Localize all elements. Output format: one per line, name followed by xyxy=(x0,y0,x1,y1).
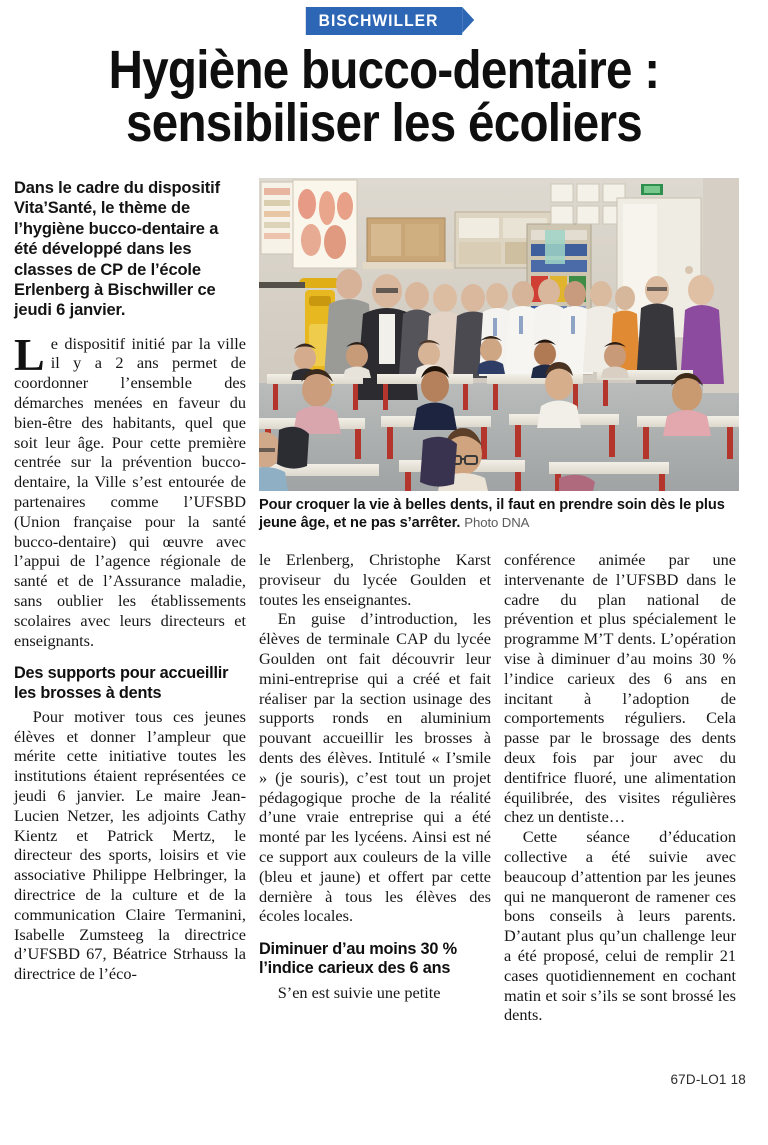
column1-body xyxy=(14,328,246,984)
photo-credit: Photo DNA xyxy=(464,514,530,530)
drop-cap: L xyxy=(14,328,45,380)
photo-caption-text: Pour croquer la vie à belles dents, il faut en prendre soin dès le plus jeune âge, et ne pas s’arrêter. xyxy=(259,497,725,531)
paragraph-minientreprise: En guise d’introduction, les élèves de terminale CAP du lycée Goulden ont fait découvrir leur mini-entreprise qui a créé et fait réaliser par la section usinage des supports ronds en aluminium pouvant accueillir les brosses à dents des élèves. Intitulé « I’smile » (je souris), c’est tout un projet pédagogique proche de la réalité d’une vraie entreprise qui a été monté par les lycéens. Ainsi est né ce support aux couleurs de la ville (bleu et jaune) et offert par cette dernière à tous les élèves des écoles locales. xyxy=(259,609,491,926)
edition-reference-code: 67D-LO1 18 xyxy=(670,1072,746,1087)
paragraph-lead xyxy=(14,328,246,651)
article-headline xyxy=(60,40,708,154)
kicker-banner-wrap xyxy=(0,0,768,35)
kicker-badge-bischwiller: BISCHWILLER xyxy=(306,7,463,35)
article-body-grid xyxy=(14,178,754,1085)
subheading-diminuer: Diminuer d’au moins 30 % l’indice carieux des 6 ans xyxy=(259,940,457,978)
column2-body xyxy=(259,550,491,1002)
article-intro: Dans le cadre du dispositif Vita’Santé, le thème de l’hygiène bucco-dentaire a été développé dans les classes de CP de l’école Erlenberg à Bischwiller ce jeudi 6 janvier. xyxy=(14,179,220,320)
paragraph-erlenberg: le Erlenberg, Christophe Karst proviseur du lycée Goulden et toutes les enseignantes. xyxy=(259,550,491,609)
paragraph-conference: conférence animée par une intervenante de l’UFSBD dans le cadre du plan national de prévention et plus spécialement le programme M’T dents. L’opération vise à diminuer d’au moins 30 % l’indice carieux des 6 ans en incitant à l’adoption de comportements réguliers. Cela passe par le brossage des dents deux fois par jour avec du dentifrice fluoré, une alimentation équilibrée, des visites régulières chez un dentiste… xyxy=(504,550,736,827)
paragraph-lead-text: e dispositif initié par la ville il y a 2 ans permet de coordonner l’ensemble des démarches menées en faveur du bien-être des habitants, quel que soit leur âge. Pour cette première centrée sur la prévention bucco-dentaire, la Ville s’est entourée de partenaires comme l’UFSBD (Union française pour la santé bucco-dentaire) qui œuvre avec l’appui de l’agence régionale de santé et de l’Assurance maladie, sans oublier les établissements scolaires avec leurs directeurs et enseignants. xyxy=(14,333,246,650)
text-column-3 xyxy=(504,178,736,1025)
paragraph-conference-start: S’en est suivie une petite xyxy=(277,982,441,1002)
headline-line-1: Hygiène bucco-dentaire : xyxy=(108,40,660,100)
text-column-1 xyxy=(14,178,246,984)
text-column-2 xyxy=(259,178,491,1002)
headline-line-2: sensibiliser les écoliers xyxy=(125,93,643,154)
subheading-supports: Des supports pour accueillir les brosses à dents xyxy=(14,664,229,702)
paragraph-institutions: Pour motiver tous ces jeunes élèves et donner l’ampleur que mérite cette initiative toutes les institutions étaient représentées ce jeudi 6 janvier. Le maire Jean-Lucien Netzer, les adjoints Cathy Kientz et Patrick Mertz, le directeur des sports, loisirs et vie associative Philippe Helbringer, la directrice de la culture et de la communication Claire Termanini, Isabelle Zumsteeg la directrice d’UFSBD 67, Béatrice Strhauss la directrice de l’éco- xyxy=(14,706,246,984)
column3-body xyxy=(504,550,736,1025)
paragraph-seance: Cette séance d’éducation collective a été suivie avec beaucoup d’attention par les jeunes qui ne manqueront de ramener ces bons conseils à leurs parents. D’autant plus qu’un challenge leur a été proposé, celui de remplir 21 cases quotidiennement en cochant matin et soir s’ils se sont brossé les dents. xyxy=(504,827,736,1025)
